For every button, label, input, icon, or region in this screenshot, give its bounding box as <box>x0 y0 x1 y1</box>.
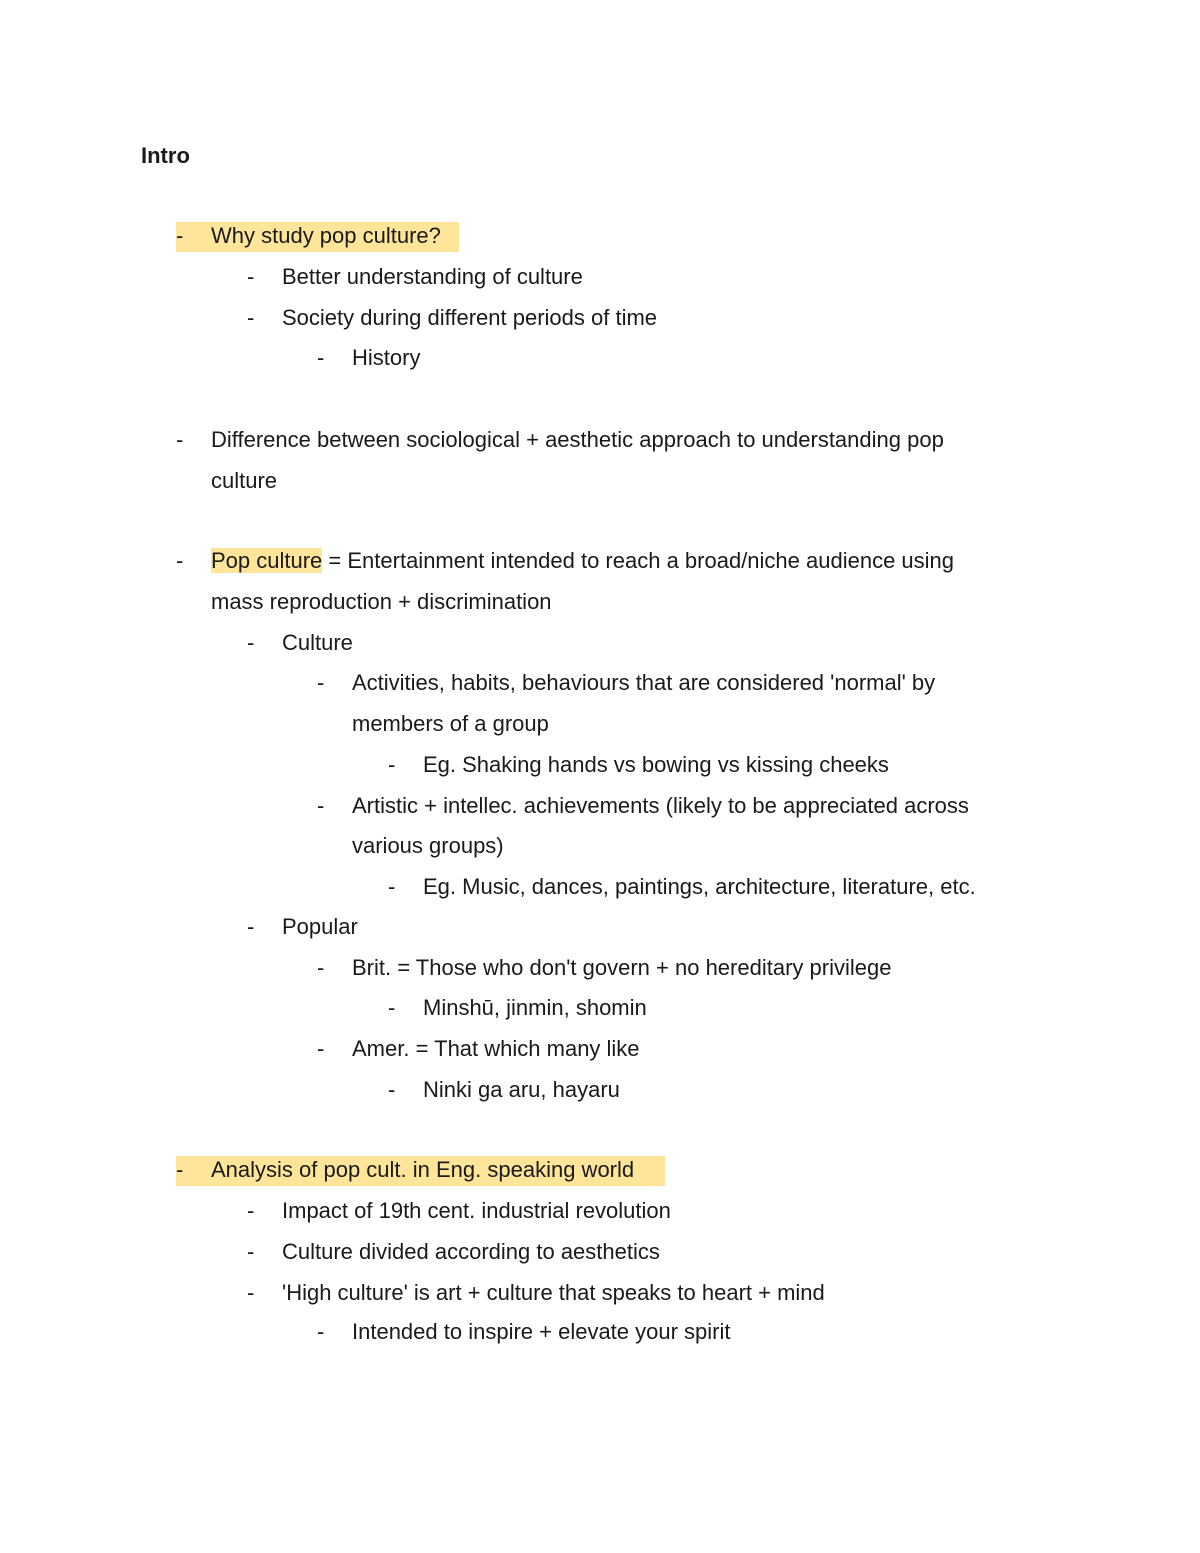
list-item: Amer. = That which many like <box>352 1036 640 1061</box>
list-item-continued: members of a group <box>352 711 549 736</box>
bullet-dash: - <box>388 995 396 1020</box>
bullet-dash: - <box>317 1319 325 1344</box>
list-item: Impact of 19th cent. industrial revolution <box>282 1198 671 1223</box>
list-item: Culture <box>282 630 353 655</box>
list-item: Ninki ga aru, hayaru <box>423 1077 620 1102</box>
list-item: Society during different periods of time <box>282 305 658 330</box>
bullet-dash: - <box>388 874 396 899</box>
list-item-continued: culture <box>211 468 278 493</box>
list-item: Popular <box>282 914 358 939</box>
list-item: Better understanding of culture <box>282 264 583 289</box>
section-heading: Intro <box>141 143 190 168</box>
list-item: Culture divided according to aesthetics <box>282 1239 660 1264</box>
bullet-dash: - <box>247 305 255 330</box>
list-item-continued: mass reproduction + discrimination <box>211 589 552 614</box>
list-item: Eg. Music, dances, paintings, architecture, literature, etc. <box>423 874 976 899</box>
bullet-dash: - <box>176 223 184 248</box>
bullet-dash: - <box>247 630 255 655</box>
bullet-dash: - <box>176 548 184 573</box>
definition-text: = Entertainment intended to reach a broad/niche audience using <box>322 548 955 573</box>
list-item: Activities, habits, behaviours that are considered 'normal' by <box>352 670 936 695</box>
bullet-dash: - <box>317 955 325 980</box>
list-item: Brit. = Those who don't govern + no hereditary privilege <box>352 955 892 980</box>
bullet-dash: - <box>388 752 396 777</box>
bullet-dash: - <box>317 793 325 818</box>
list-item: Minshū, jinmin, shomin <box>423 995 647 1020</box>
bullet-dash: - <box>247 264 255 289</box>
question-analysis: Analysis of pop cult. in Eng. speaking world <box>211 1157 635 1182</box>
bullet-dash: - <box>247 914 255 939</box>
bullet-dash: - <box>317 345 325 370</box>
list-item: Artistic + intellec. achievements (likely to be appreciated across <box>352 793 969 818</box>
bullet-dash: - <box>247 1198 255 1223</box>
question-why-study: Why study pop culture? <box>211 223 441 248</box>
list-item: Eg. Shaking hands vs bowing vs kissing cheeks <box>423 752 889 777</box>
bullet-dash: - <box>176 427 184 452</box>
bullet-dash: - <box>317 1036 325 1061</box>
list-item: Difference between sociological + aesthetic approach to understanding pop <box>211 427 944 452</box>
bullet-dash: - <box>247 1239 255 1264</box>
list-item: 'High culture' is art + culture that speaks to heart + mind <box>282 1280 825 1305</box>
definition-pop-culture <box>211 547 954 575</box>
list-item: Intended to inspire + elevate your spirit <box>352 1319 731 1344</box>
list-item-continued: various groups) <box>352 833 504 858</box>
bullet-dash: - <box>176 1157 184 1182</box>
highlighted-term: Pop culture <box>211 548 323 573</box>
list-item: History <box>352 345 421 370</box>
bullet-dash: - <box>247 1280 255 1305</box>
bullet-dash: - <box>388 1077 396 1102</box>
bullet-dash: - <box>317 670 325 695</box>
